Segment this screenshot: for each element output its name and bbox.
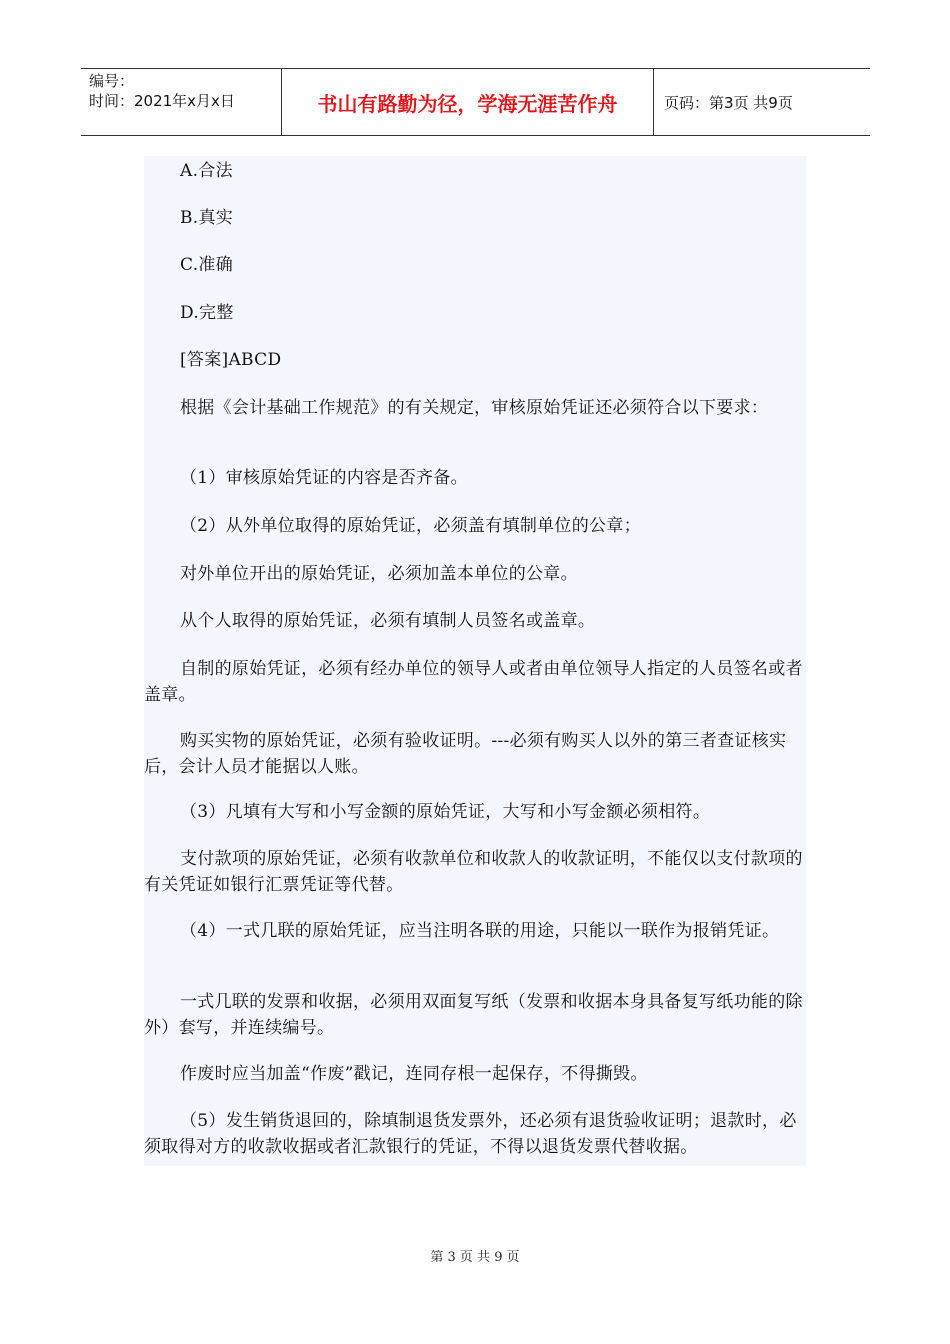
paragraph: （2）从外单位取得的原始凭证，必须盖有填制单位的公章； — [180, 516, 641, 536]
paragraph: （4）一式几联的原始凭证，应当注明各联的用途，只能以一联作为报销凭证。 — [180, 921, 780, 941]
option-b: B.真实 — [180, 208, 234, 228]
paragraph: 对外单位开出的原始凭证，必须加盖本单位的公章。 — [180, 564, 578, 584]
paragraph: 自制的原始凭证，必须有经办单位的领导人或者由单位领导人指定的人员签名或者盖章。 — [144, 659, 803, 705]
paragraph: 作废时应当加盖“作废”戳记，连同存根一起保存，不得撕毁。 — [180, 1064, 648, 1084]
option-a: A.合法 — [180, 161, 233, 181]
number-label: 编号： — [89, 72, 135, 90]
paragraph: （1）审核原始凭证的内容是否齐备。 — [180, 468, 468, 488]
paragraph: （3）凡填有大写和小写金额的原始凭证，大写和小写金额必须相符。 — [180, 802, 711, 822]
page-header — [81, 68, 870, 136]
page-footer: 第 3 页 共 9 页 — [430, 1250, 520, 1265]
document-body — [144, 156, 806, 1166]
time-label: 时间：2021年x月x日 — [89, 92, 235, 110]
paragraph: 从个人取得的原始凭证，必须有填制人员签名或盖章。 — [180, 611, 596, 631]
paragraph: 购买实物的原始凭证，必须有验收证明。---必须有购买人以外的第三者查证核实后，会计人员才能据以人账。 — [144, 731, 787, 777]
paragraph: 根据《会计基础工作规范》的有关规定，审核原始凭证还必须符合以下要求： — [180, 398, 769, 418]
header-page-info: 页码：第3页 共9页 — [664, 93, 793, 112]
option-d: D.完整 — [180, 303, 234, 323]
option-c: C.准确 — [180, 255, 234, 275]
header-meta — [81, 69, 282, 135]
paragraph: 支付款项的原始凭证，必须有收款单位和收款人的收款证明，不能仅以支付款项的有关凭证如银行汇票凭证等代替。 — [144, 849, 803, 895]
paragraph: （5）发生销货退回的，除填制退货发票外，还必须有退货验收证明；退款时，必须取得对方的收款收据或者汇款银行的凭证，不得以退货发票代替收据。 — [144, 1111, 797, 1157]
paragraph: 一式几联的发票和收据，必须用双面复写纸（发票和收据本身具备复写纸功能的除外）套写，并连续编号。 — [144, 992, 803, 1038]
answer: [答案]ABCD — [180, 350, 282, 370]
header-motto: 书山有路勤为径，学海无涯苦作舟 — [282, 69, 654, 135]
